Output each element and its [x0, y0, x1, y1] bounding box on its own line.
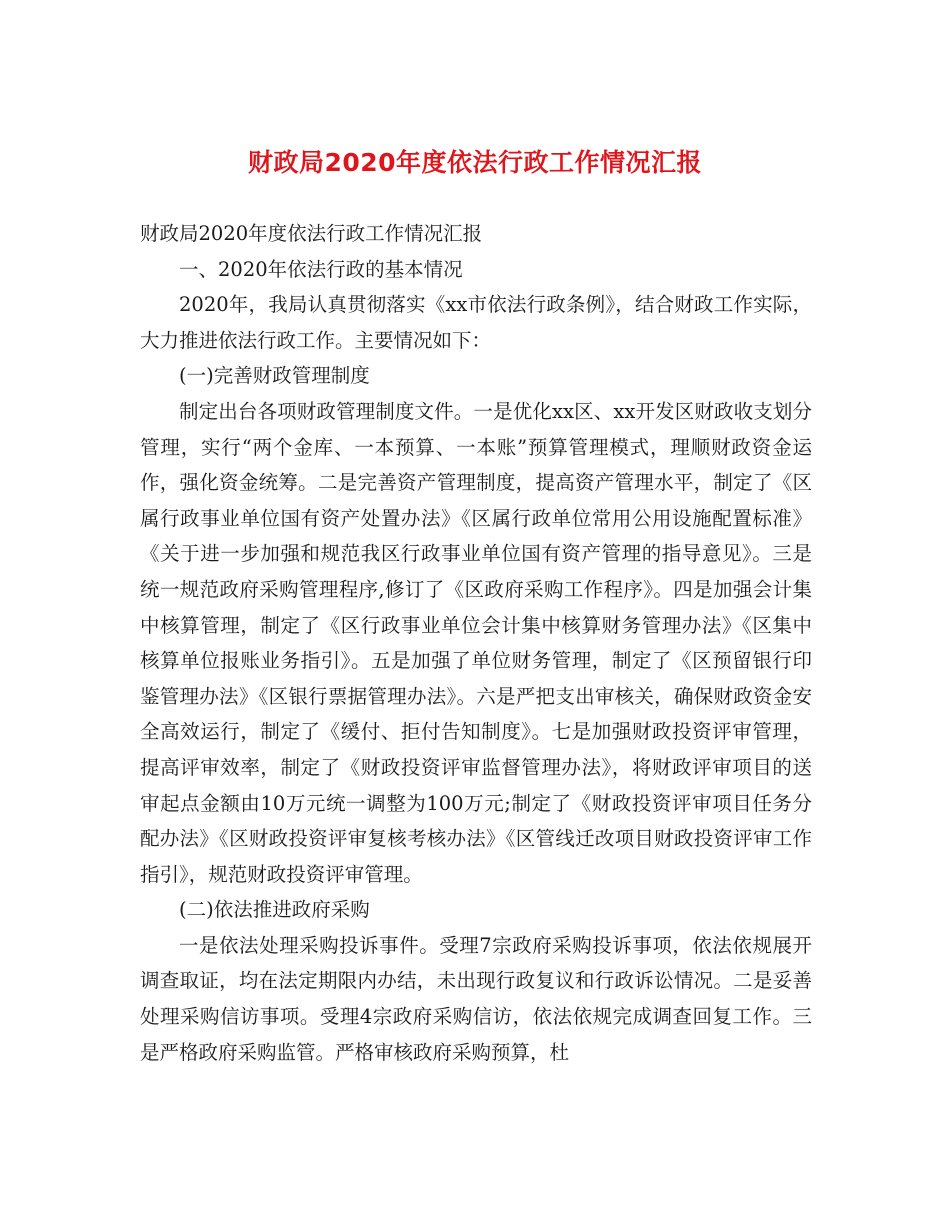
subsection-heading: (二)依法推进政府采购: [179, 898, 370, 922]
section-heading: 一、2020年依法行政的基本情况: [179, 257, 463, 281]
body-paragraph: 制定出台各项财政管理制度文件。一是优化xx区、xx开发区财政收支划分管理，实行“两个金库、一本预算、一本账”预算管理模式，理顺财政资金运作，强化资金统筹。二是完善资产管理制度，提高资产管理水平，制定了《区属行政事业单位国有资产处置办法》《区属行政单位常用公用设施配置标准》《关于进一步加强和规范我区行政事业单位国有资产管理的指导意见》。三是统一规范政府采购管理程序,修订了《区政府采购工作程序》。四是加强会计集中核算管理，制定了《区行政事业单位会计集中核算财务管理办法》《区集中核算单位报账业务指引》。五是加强了单位财务管理，制定了《区预留银行印鉴管理办法》《区银行票据管理办法》。六是严把支出审核关，确保财政资金安全高效运行，制定了《缓付、拒付告知制度》。七是加强财政投资评审管理，提高评审效率，制定了《财政投资评审监督管理办法》，将财政评审项目的送审起点金额由10万元统一调整为100万元;制定了《财政投资评审项目任务分配办法》《区财政投资评审复核考核办法》《区管线迁改项目财政投资评审工作指引》，规范财政投资评审管理。: [140, 399, 812, 886]
document-body: [140, 216, 812, 1070]
body-paragraph: 财政局2020年度依法行政工作情况汇报: [140, 222, 483, 245]
subsection-heading: (一)完善财政管理制度: [179, 364, 370, 388]
body-paragraph: 一是依法处理采购投诉事件。受理7宗政府采购投诉事项，依法依规展开调查取证，均在法定期限内办结，未出现行政复议和行政诉讼情况。二是妥善处理采购信访事项。受理4宗政府采购信访，依法依规完成调查回复工作。三是严格政府采购监管。严格审核政府采购预算，杜: [140, 933, 812, 1064]
body-paragraph: 2020年，我局认真贯彻落实《xx市依法行政条例》，结合财政工作实际，大力推进依法行政工作。主要情况如下：: [140, 293, 812, 352]
document-title: 财政局2020年度依法行政工作情况汇报: [247, 147, 703, 177]
